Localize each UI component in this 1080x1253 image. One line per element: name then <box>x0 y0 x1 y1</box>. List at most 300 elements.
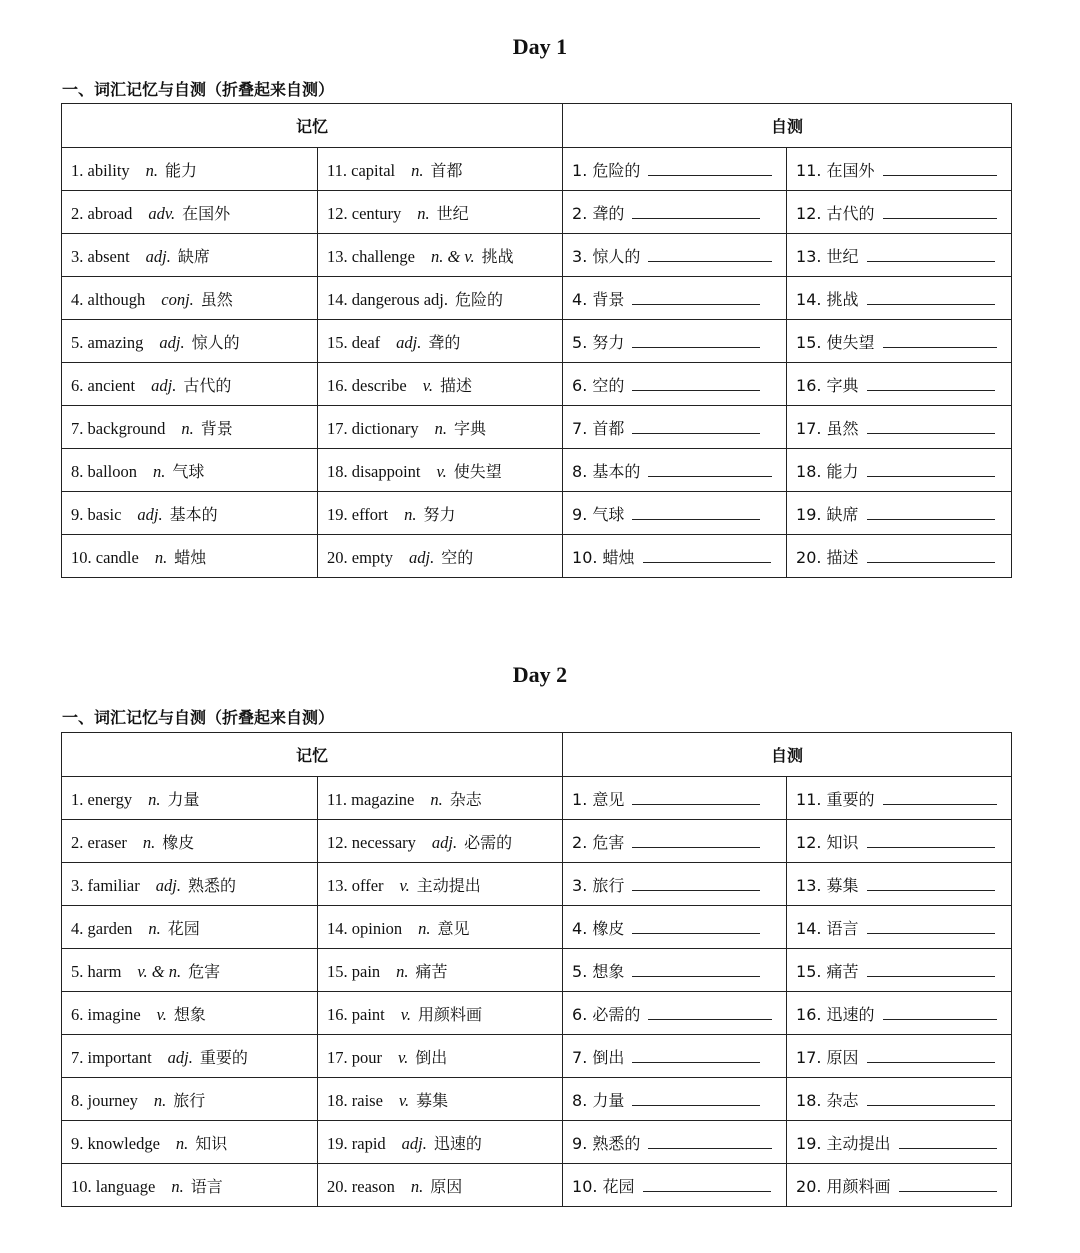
answer-blank[interactable] <box>632 290 760 305</box>
chinese-meaning: 聋的 <box>428 332 461 352</box>
self-test-cell <box>787 1035 1012 1078</box>
chinese-meaning: 想象 <box>173 1004 206 1024</box>
part-of-speech: n. <box>148 789 161 809</box>
part-of-speech: n. <box>410 1176 424 1196</box>
part-of-speech: n. & v. <box>430 246 475 266</box>
test-prompt: 7. 倒出 <box>572 1047 625 1067</box>
memory-cell <box>318 277 563 320</box>
vocab-word: 16. describe <box>327 375 407 395</box>
memory-cell <box>62 492 318 535</box>
answer-blank[interactable] <box>899 1177 997 1192</box>
test-prompt: 13. 募集 <box>796 875 859 895</box>
chinese-meaning: 旅行 <box>173 1090 206 1110</box>
memory-cell <box>318 1121 563 1164</box>
answer-blank[interactable] <box>632 1091 760 1106</box>
part-of-speech: v. <box>436 461 447 481</box>
memory-cell <box>318 535 563 578</box>
vocab-word: 14. opinion <box>327 918 403 938</box>
self-test-cell <box>563 949 787 992</box>
vocab-word: 2. abroad <box>71 203 133 223</box>
chinese-meaning: 描述 <box>439 375 472 395</box>
part-of-speech: n. <box>181 418 194 438</box>
test-prompt: 20. 描述 <box>796 547 859 567</box>
memory-cell <box>318 906 563 949</box>
answer-blank[interactable] <box>648 462 772 477</box>
part-of-speech: adj. <box>155 875 181 895</box>
memory-cell <box>62 1121 318 1164</box>
answer-blank[interactable] <box>867 247 995 262</box>
self-test-cell <box>563 363 787 406</box>
vocab-word: 11. capital <box>327 160 396 180</box>
memory-cell <box>62 949 318 992</box>
memory-cell <box>62 449 318 492</box>
chinese-meaning: 虽然 <box>200 289 233 309</box>
table-row <box>62 277 1012 320</box>
test-prompt: 4. 橡皮 <box>572 918 625 938</box>
part-of-speech: adj. <box>431 832 458 852</box>
test-prompt: 2. 危害 <box>572 832 625 852</box>
chinese-meaning: 危害 <box>188 961 221 981</box>
chinese-meaning: 重要的 <box>199 1047 248 1067</box>
answer-blank[interactable] <box>867 919 995 934</box>
answer-blank[interactable] <box>867 376 995 391</box>
chinese-meaning: 在国外 <box>182 203 231 223</box>
test-prompt: 13. 世纪 <box>796 246 859 266</box>
vocab-word: 5. harm <box>71 961 122 981</box>
vocab-word: 20. reason <box>327 1176 395 1196</box>
chinese-meaning: 原因 <box>430 1176 463 1196</box>
chinese-meaning: 空的 <box>441 547 474 567</box>
vocab-word: 5. amazing <box>71 332 144 352</box>
vocab-word: 9. knowledge <box>71 1133 160 1153</box>
memory-cell <box>318 320 563 363</box>
answer-blank[interactable] <box>643 1177 771 1192</box>
self-test-cell <box>787 148 1012 191</box>
test-prompt: 16. 迅速的 <box>796 1004 875 1024</box>
answer-blank[interactable] <box>883 790 997 805</box>
table-row <box>62 906 1012 949</box>
memory-cell <box>62 234 318 277</box>
table-row <box>62 363 1012 406</box>
test-prompt: 1. 意见 <box>572 789 625 809</box>
test-prompt: 12. 古代的 <box>796 203 875 223</box>
memory-cell <box>62 406 318 449</box>
chinese-meaning: 意见 <box>437 918 470 938</box>
test-prompt: 16. 字典 <box>796 375 859 395</box>
vocab-word: 8. balloon <box>71 461 137 481</box>
memory-cell <box>62 777 318 820</box>
self-test-cell <box>787 1078 1012 1121</box>
self-test-cell <box>563 406 787 449</box>
part-of-speech: adj. <box>159 332 185 352</box>
memory-cell <box>62 1164 318 1207</box>
answer-blank[interactable] <box>867 833 995 848</box>
table-row <box>62 1121 1012 1164</box>
self-test-cell <box>787 863 1012 906</box>
table-row <box>62 820 1012 863</box>
memory-cell <box>62 148 318 191</box>
chinese-meaning: 惊人的 <box>191 332 240 352</box>
self-test-cell <box>787 406 1012 449</box>
test-prompt: 15. 使失望 <box>796 332 875 352</box>
vocab-word: 17. dictionary <box>327 418 419 438</box>
part-of-speech: n. <box>418 918 431 938</box>
vocab-word: 1. ability <box>71 160 130 180</box>
part-of-speech: adj. <box>145 246 171 266</box>
test-prompt: 12. 知识 <box>796 832 859 852</box>
vocab-word: 11. magazine <box>327 789 415 809</box>
self-test-cell <box>563 1035 787 1078</box>
memory-cell <box>318 777 563 820</box>
chinese-meaning: 倒出 <box>415 1047 448 1067</box>
self-test-cell <box>787 949 1012 992</box>
vocab-word: 14. dangerous adj. <box>327 289 448 309</box>
test-prompt: 6. 空的 <box>572 375 625 395</box>
chinese-meaning: 痛苦 <box>415 961 448 981</box>
vocab-word: 19. rapid <box>327 1133 386 1153</box>
vocab-word: 20. empty <box>327 547 393 567</box>
self-test-cell <box>787 492 1012 535</box>
self-test-cell <box>563 449 787 492</box>
part-of-speech: n. <box>142 832 156 852</box>
answer-blank[interactable] <box>867 1091 995 1106</box>
vocab-word: 13. offer <box>327 875 384 895</box>
part-of-speech: adj. <box>409 547 435 567</box>
vocab-word: 18. raise <box>327 1090 383 1110</box>
self-test-cell <box>563 277 787 320</box>
chinese-meaning: 熟悉的 <box>187 875 236 895</box>
answer-blank[interactable] <box>867 419 995 434</box>
vocab-word: 2. eraser <box>71 832 127 852</box>
part-of-speech: n. <box>154 547 168 567</box>
table-row <box>62 191 1012 234</box>
vocab-word: 9. basic <box>71 504 122 524</box>
chinese-meaning: 能力 <box>165 160 198 180</box>
table-row <box>62 320 1012 363</box>
chinese-meaning: 字典 <box>454 418 487 438</box>
memory-cell <box>318 863 563 906</box>
test-prompt: 14. 挑战 <box>796 289 859 309</box>
vocab-word: 7. background <box>71 418 166 438</box>
memory-cell <box>62 277 318 320</box>
answer-blank[interactable] <box>867 962 995 977</box>
test-prompt: 6. 必需的 <box>572 1004 641 1024</box>
answer-blank[interactable] <box>632 333 760 348</box>
memory-cell <box>318 1078 563 1121</box>
part-of-speech: adj. <box>396 332 422 352</box>
self-test-header: 自测 <box>563 733 1012 777</box>
vocab-word: 10. language <box>71 1176 156 1196</box>
vocab-table <box>61 732 1012 1207</box>
answer-blank[interactable] <box>883 204 997 219</box>
test-prompt: 15. 痛苦 <box>796 961 859 981</box>
section-title: 一、词汇记忆与自测（折叠起来自测） <box>62 80 335 99</box>
answer-blank[interactable] <box>632 962 760 977</box>
self-test-cell <box>563 1078 787 1121</box>
answer-blank[interactable] <box>632 790 760 805</box>
answer-blank[interactable] <box>883 161 997 176</box>
memory-cell <box>62 863 318 906</box>
self-test-cell <box>787 535 1012 578</box>
test-prompt: 9. 熟悉的 <box>572 1133 641 1153</box>
memory-cell <box>62 1078 318 1121</box>
self-test-cell <box>787 777 1012 820</box>
part-of-speech: n. <box>434 418 448 438</box>
part-of-speech: n. <box>148 918 161 938</box>
test-prompt: 2. 聋的 <box>572 203 625 223</box>
day-title: Day 1 <box>512 34 568 59</box>
test-prompt: 7. 首都 <box>572 418 625 438</box>
self-test-cell <box>787 320 1012 363</box>
chinese-meaning: 气球 <box>172 461 205 481</box>
self-test-cell <box>563 148 787 191</box>
self-test-cell <box>563 820 787 863</box>
chinese-meaning: 危险的 <box>454 289 503 309</box>
self-test-cell <box>563 320 787 363</box>
vocab-word: 17. pour <box>327 1047 382 1067</box>
memory-cell <box>318 949 563 992</box>
vocab-table <box>61 103 1012 578</box>
vocab-word: 3. familiar <box>71 875 140 895</box>
vocab-word: 19. effort <box>327 504 389 524</box>
table-row <box>62 992 1012 1035</box>
part-of-speech: conj. <box>161 289 194 309</box>
test-prompt: 8. 基本的 <box>572 461 641 481</box>
memory-cell <box>318 820 563 863</box>
table-row <box>62 492 1012 535</box>
test-prompt: 18. 杂志 <box>796 1090 859 1110</box>
self-test-cell <box>563 1164 787 1207</box>
test-prompt: 14. 语言 <box>796 918 859 938</box>
test-prompt: 9. 气球 <box>572 504 625 524</box>
answer-blank[interactable] <box>648 1134 772 1149</box>
chinese-meaning: 语言 <box>190 1176 223 1196</box>
self-test-cell <box>787 191 1012 234</box>
self-test-cell <box>563 992 787 1035</box>
part-of-speech: adj. <box>137 504 163 524</box>
self-test-cell <box>563 906 787 949</box>
chinese-meaning: 必需的 <box>464 832 513 852</box>
self-test-cell <box>787 363 1012 406</box>
memory-cell <box>62 992 318 1035</box>
vocab-word: 12. necessary <box>327 832 416 852</box>
memory-cell <box>318 234 563 277</box>
memory-cell <box>62 1035 318 1078</box>
answer-blank[interactable] <box>883 1005 997 1020</box>
answer-blank[interactable] <box>867 876 995 891</box>
test-prompt: 1. 危险的 <box>572 160 641 180</box>
part-of-speech: n. <box>411 160 424 180</box>
day-title: Day 2 <box>512 662 568 687</box>
answer-blank[interactable] <box>883 333 997 348</box>
vocab-word: 7. important <box>71 1047 152 1067</box>
answer-blank[interactable] <box>648 247 772 262</box>
chinese-meaning: 首都 <box>430 160 463 180</box>
part-of-speech: adv. <box>148 203 176 223</box>
self-test-cell <box>787 1121 1012 1164</box>
chinese-meaning: 力量 <box>167 789 200 809</box>
answer-blank[interactable] <box>632 376 760 391</box>
answer-blank[interactable] <box>632 919 760 934</box>
table-row <box>62 1078 1012 1121</box>
self-test-cell <box>563 535 787 578</box>
memory-cell <box>318 191 563 234</box>
memory-cell <box>318 406 563 449</box>
test-prompt: 11. 在国外 <box>796 160 875 180</box>
chinese-meaning: 缺席 <box>177 246 210 266</box>
part-of-speech: n. <box>175 1133 189 1153</box>
vocab-word: 6. ancient <box>71 375 136 395</box>
test-prompt: 20. 用颜料画 <box>796 1176 891 1196</box>
vocab-word: 6. imagine <box>71 1004 141 1024</box>
vocab-word: 15. deaf <box>327 332 381 352</box>
part-of-speech: n. <box>145 160 159 180</box>
part-of-speech: n. <box>153 461 166 481</box>
self-test-cell <box>787 820 1012 863</box>
vocab-word: 10. candle <box>71 547 139 567</box>
table-row <box>62 535 1012 578</box>
table-row <box>62 1164 1012 1207</box>
answer-blank[interactable] <box>632 505 760 520</box>
vocab-word: 15. pain <box>327 961 381 981</box>
part-of-speech: n. <box>171 1176 184 1196</box>
chinese-meaning: 背景 <box>200 418 233 438</box>
answer-blank[interactable] <box>632 204 760 219</box>
part-of-speech: v. <box>400 1004 411 1024</box>
memory-cell <box>62 906 318 949</box>
vocab-word: 13. challenge <box>327 246 415 266</box>
vocab-word: 3. absent <box>71 246 130 266</box>
answer-blank[interactable] <box>867 505 995 520</box>
test-prompt: 5. 努力 <box>572 332 625 352</box>
test-prompt: 3. 旅行 <box>572 875 625 895</box>
chinese-meaning: 知识 <box>195 1133 228 1153</box>
part-of-speech: v. <box>398 1047 409 1067</box>
self-test-cell <box>563 1121 787 1164</box>
section-title: 一、词汇记忆与自测（折叠起来自测） <box>62 708 335 727</box>
self-test-cell <box>787 906 1012 949</box>
test-prompt: 19. 缺席 <box>796 504 859 524</box>
memory-cell <box>318 492 563 535</box>
vocab-word: 12. century <box>327 203 402 223</box>
part-of-speech: n. <box>417 203 430 223</box>
part-of-speech: v. & n. <box>137 961 182 981</box>
chinese-meaning: 基本的 <box>169 504 218 524</box>
chinese-meaning: 努力 <box>423 504 456 524</box>
answer-blank[interactable] <box>632 1048 760 1063</box>
chinese-meaning: 迅速的 <box>433 1133 482 1153</box>
memory-cell <box>62 320 318 363</box>
test-prompt: 17. 原因 <box>796 1047 859 1067</box>
table-row <box>62 148 1012 191</box>
test-prompt: 8. 力量 <box>572 1090 625 1110</box>
answer-blank[interactable] <box>632 876 760 891</box>
memory-header: 记忆 <box>62 104 563 148</box>
part-of-speech: adj. <box>401 1133 427 1153</box>
vocab-word: 4. garden <box>71 918 133 938</box>
table-row <box>62 406 1012 449</box>
test-prompt: 4. 背景 <box>572 289 625 309</box>
answer-blank[interactable] <box>899 1134 997 1149</box>
part-of-speech: n. <box>153 1090 167 1110</box>
chinese-meaning: 花园 <box>167 918 200 938</box>
test-prompt: 11. 重要的 <box>796 789 875 809</box>
table-row <box>62 234 1012 277</box>
vocab-word: 8. journey <box>71 1090 138 1110</box>
chinese-meaning: 挑战 <box>481 246 514 266</box>
answer-blank[interactable] <box>648 1005 772 1020</box>
chinese-meaning: 世纪 <box>436 203 469 223</box>
chinese-meaning: 用颜料画 <box>417 1004 482 1024</box>
test-prompt: 19. 主动提出 <box>796 1133 891 1153</box>
table-row <box>62 949 1012 992</box>
chinese-meaning: 杂志 <box>449 789 482 809</box>
chinese-meaning: 募集 <box>416 1090 449 1110</box>
self-test-cell <box>563 863 787 906</box>
self-test-cell <box>563 191 787 234</box>
memory-header: 记忆 <box>62 733 563 777</box>
table-row <box>62 863 1012 906</box>
part-of-speech: v. <box>422 375 433 395</box>
table-row <box>62 1035 1012 1078</box>
answer-blank[interactable] <box>632 419 760 434</box>
answer-blank[interactable] <box>867 1048 995 1063</box>
part-of-speech: adj. <box>151 375 177 395</box>
self-test-cell <box>563 492 787 535</box>
memory-cell <box>62 363 318 406</box>
test-prompt: 3. 惊人的 <box>572 246 641 266</box>
answer-blank[interactable] <box>867 462 995 477</box>
self-test-cell <box>787 234 1012 277</box>
vocab-word: 1. energy <box>71 789 133 809</box>
memory-cell <box>318 363 563 406</box>
part-of-speech: v. <box>399 875 410 895</box>
answer-blank[interactable] <box>648 161 772 176</box>
answer-blank[interactable] <box>867 290 995 305</box>
memory-cell <box>62 820 318 863</box>
vocab-word: 16. paint <box>327 1004 385 1024</box>
chinese-meaning: 橡皮 <box>162 832 195 852</box>
self-test-cell <box>787 992 1012 1035</box>
answer-blank[interactable] <box>643 548 771 563</box>
self-test-cell <box>787 1164 1012 1207</box>
chinese-meaning: 古代的 <box>183 375 232 395</box>
self-test-header: 自测 <box>563 104 1012 148</box>
memory-cell <box>62 191 318 234</box>
part-of-speech: n. <box>396 961 409 981</box>
chinese-meaning: 使失望 <box>453 461 502 481</box>
memory-cell <box>318 1164 563 1207</box>
part-of-speech: n. <box>404 504 417 524</box>
test-prompt: 18. 能力 <box>796 461 859 481</box>
test-prompt: 10. 花园 <box>572 1176 635 1196</box>
test-prompt: 5. 想象 <box>572 961 625 981</box>
memory-cell <box>318 1035 563 1078</box>
answer-blank[interactable] <box>867 548 995 563</box>
test-prompt: 10. 蜡烛 <box>572 547 635 567</box>
memory-cell <box>318 992 563 1035</box>
memory-cell <box>318 449 563 492</box>
table-row <box>62 777 1012 820</box>
part-of-speech: n. <box>430 789 443 809</box>
memory-cell <box>318 148 563 191</box>
test-prompt: 17. 虽然 <box>796 418 859 438</box>
answer-blank[interactable] <box>632 833 760 848</box>
memory-cell <box>62 535 318 578</box>
vocab-word: 18. disappoint <box>327 461 421 481</box>
table-row <box>62 449 1012 492</box>
chinese-meaning: 主动提出 <box>416 875 481 895</box>
